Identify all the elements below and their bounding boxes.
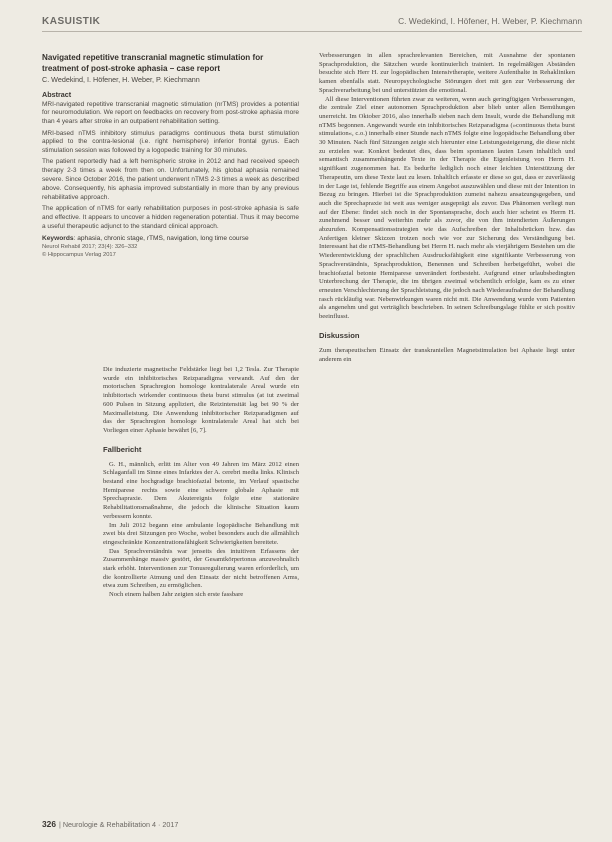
page-footer <box>42 819 178 831</box>
body-paragraph: Das Sprachverständnis war jenseits des intuitiven Erfassens der Zusammenhänge massiv gestört, der Gesamtkörpertonus anzuwohnalich stark erhöht. Interventionen zur Tonusregulierung waren erforderlich, um die kontrollierte Atmung und den Einsatz der nicht betroffenen Arms, etwa zum Schreiben, zu ermöglichen. <box>103 547 299 590</box>
article-authors: C. Wedekind, I. Höfener, H. Weber, P. Kiechmann <box>42 75 200 85</box>
running-head <box>42 14 582 28</box>
journal-name: | Neurologie & Rehabilitation 4 · 2017 <box>58 820 179 829</box>
body-paragraph: Noch einem halben Jahr zeigten sich erste fassbare <box>109 591 244 599</box>
abstract-paragraph: MRI-based nTMS inhibitory stimulus paradigms continuous theta burst stimulation applied to the contra-lesional (i.e. right hemisphere) inferior frontal gyrus. Each stimulation session was followed by a logopedic training for 30 minutes. <box>42 129 299 155</box>
running-head-authors: C. Wedekind, I. Höfener, H. Weber, P. Kiechmann <box>398 16 582 26</box>
body-paragraph: Zum therapeutischen Einsatz der transkraniellen Magnetstimulation bei Aphasie liegt unter anderem ein <box>319 346 575 363</box>
header-rule <box>42 31 582 32</box>
body-paragraph: Im Juli 2012 begann eine ambulante logopädische Behandlung mit zwei bis drei Sitzungen pro Woche, wobei besonders auch die allmählich eingeschränkte Konzentrationsfähigkeit Schwierigkeiten bereitete. <box>103 521 299 546</box>
abstract-paragraph: The application of nTMS for early rehabilitation purposes in post-stroke aphasia is safe and effective. It appears to uncover a hidden regeneration potential. Thus it may become a useful therapeutic adjunct to the standard clinical approach. <box>42 204 299 230</box>
keywords-label: Keywords <box>42 234 74 242</box>
page-number: 326 <box>42 819 56 829</box>
case-report-heading: Fallbericht <box>103 444 142 454</box>
body-paragraph: Verbesserungen in allen sprachrelevanten Bereichen, mit Ausnahme der spontanen Sprachproduktion, die Sätzchen wurde kontinuierlich trainiert. In regelmäßigen Abständen besuchte sich Herr H. zur logopädischen Intensivtherapie, weitere Aufenthalte in Rehakliniken kamen ebenfalls statt. Neuropsychologische Störungen dort mit gen zur Verbesserung der Sprachverarbeitung bei und unterstützten die emotional. <box>319 52 575 94</box>
citation-line: Neurol Rehabil 2017; 23(4): 326–332 <box>42 243 138 250</box>
abstract-paragraph: MRI-navigated repetitive transcranial magnetic stimulation (nrTMS) provides a potential for neuromodulation. We report on feedbacks on recovery from post-stroke aphasia more than 4 years after stroke in an outpatient rehabilitation setting. <box>42 100 299 126</box>
body-paragraph: G. H., männlich, erlitt im Alter von 49 Jahren im März 2012 einen Schlaganfall im Sinne eines Infarktes der A. cerebri media links. Klinisch bestand eine hochgradige brachiofazial betonte, im Verlauf spastische Hemiparese rechts sowie eine schwere globale Aphasie mit Sprechapraxie. Dem Akutereignis folgte eine stationäre Rehabilitationsmaßnahme, die jedoch die klinische Situation kaum verbessern konnte. <box>103 460 299 520</box>
article-title: Navigated repetitive transcranial magnetic stimulation for treatment of post-stroke aphasia – case report <box>42 53 264 73</box>
abstract-paragraph: The patient reportedly had a left hemispheric stroke in 2012 and had received speech therapy 2-3 times a week from then on. Unfortunately, his global aphasia remained severe. Since October 2016, the patient underwent nTMS 2-3 times a week as described above. Consequently, his aphasia improved substantially in more than by any previous rehabilitative approach. <box>42 158 299 201</box>
body-paragraph: Die induzierte magnetische Feldstärke liegt bei 1,2 Tesla. Zur Therapie wurde ein inhibitorisches Reizparadigma verwandt. Auf den der motorischen Sprachregion homologe kontralaterale Areal wurde ein inhibitorisch wirkender continuous theta burst stimulus (at iut zweimal 600 Pulsen in Sitzung appliziert, die Reizintensität lag bei 90 % der Maximalleistung. Die Anwendung inhibitorischer Reizparadigmen auf das der Sprachregion homologe kontralaterale Areal hat sich bei Vorliegen einer Aphasie bewährt [6, 7]. <box>103 366 299 434</box>
abstract-heading: Abstract <box>42 89 72 99</box>
keywords-line: Keywords: aphasia, chronic stage, rTMS, navigation, long time course <box>42 234 249 242</box>
discussion-heading: Diskussion <box>319 330 360 340</box>
body-paragraph: All diese Interventionen führten zwar zu weiteren, wenn auch geringfügigen Verbesserungen, die zentrale Ziel einer autonomen Sprachproduktion aber blieb unter allen Bemühungen unerreicht. Im Oktober 2016, also innerhalb sieben nach dem Insult, wurde die Behandlung mit nTMS begonnen. Angewandt wurde ein inhibitorisches Reizparadigma (»continuous theta burst stimulation«, c.o.) innerhalb einer Stunde nach nTMS folgte eine logopädische Behandlung über 30 Minuten. Nach fünf Sitzungen zeigte sich hierunter eine Leistungssteigerung, die diese nicht zu erzielen war. Konkret bedeutet dies, dass beim spontanen lauten Lesen inhaltlich und semantisch zusammenhängende Texte in der Therapie die Eigenleistung von Herrn H. signifikant zugenommen hat. Es bedurfte lediglich noch einer leichten Unterstützung der Therapeutin, um diese Texte laut zu lesen. Inhaltlich erfasste er diese so gut, dass er zuverlässig in der Lage ist, fehlende Begriffe aus einem Angebot auszuwählen und diese mit der Intention in Bezug zu bringen. Hierbei ist die Sprachproduktion zumeist nahezu ansatzungsgegeben, und auch die Sprechapraxie ist weit aus weniger ausgeprägt als zuvor. Das Phänomen verliegt nun auf der Ebene: findet sich noch in der Spontansprache, doch auch hier scheint es Herrn H. zunehmend besser und weiterhin mehr als zuvor, die von ihm intendierten Äußerungen abzurufen. Kompensationsstrategien wie das Aufschreiben der Inhaltsbrücken bzw. das Anfertigen kleiner Skizzen trotzen noch wie vor zur Sicherung des Verständigung bei. Interessant hat die nTMS-Behandlung bei Herrn H. nach mehr als vierjährigem Bestehen um die Wiederentwicklung der sprachlichen Ausdrucksfähigkeit eine signifikante Verbesserung von Sprachverständnis, Sprachproduktion, Benennen und Schreiben herbeigeführt, wobei die brachiofazial betonte Hemiparese unverändert fortbesteht. Aufgrund einer urlaubsbedingten Unterbrechung der Therapie, die im übrigen zweimal wöchentlich erfolgte, kam es zu einer erneuten Verschlechterung der Sprachleistung, die jedoch nach Wiederaufnahme der Behandlung rasch rückläufig war. Nebenwirkungen waren nicht mit. Die Anwendung wurde vom Patienten als angenehm und gut verträglich beschrieben. In seinen Schreibungslage fühlte er sich positiv beeinflusst. <box>319 95 575 321</box>
english-abstract-block <box>42 53 299 260</box>
right-body-column <box>319 52 575 364</box>
keywords-text: aphasia, chronic stage, rTMS, navigation, long time course <box>77 234 249 242</box>
copyright-line: © Hippocampus Verlag 2017 <box>42 252 116 259</box>
left-body-column <box>103 366 299 600</box>
section-label: KASUISTIK <box>42 15 101 27</box>
